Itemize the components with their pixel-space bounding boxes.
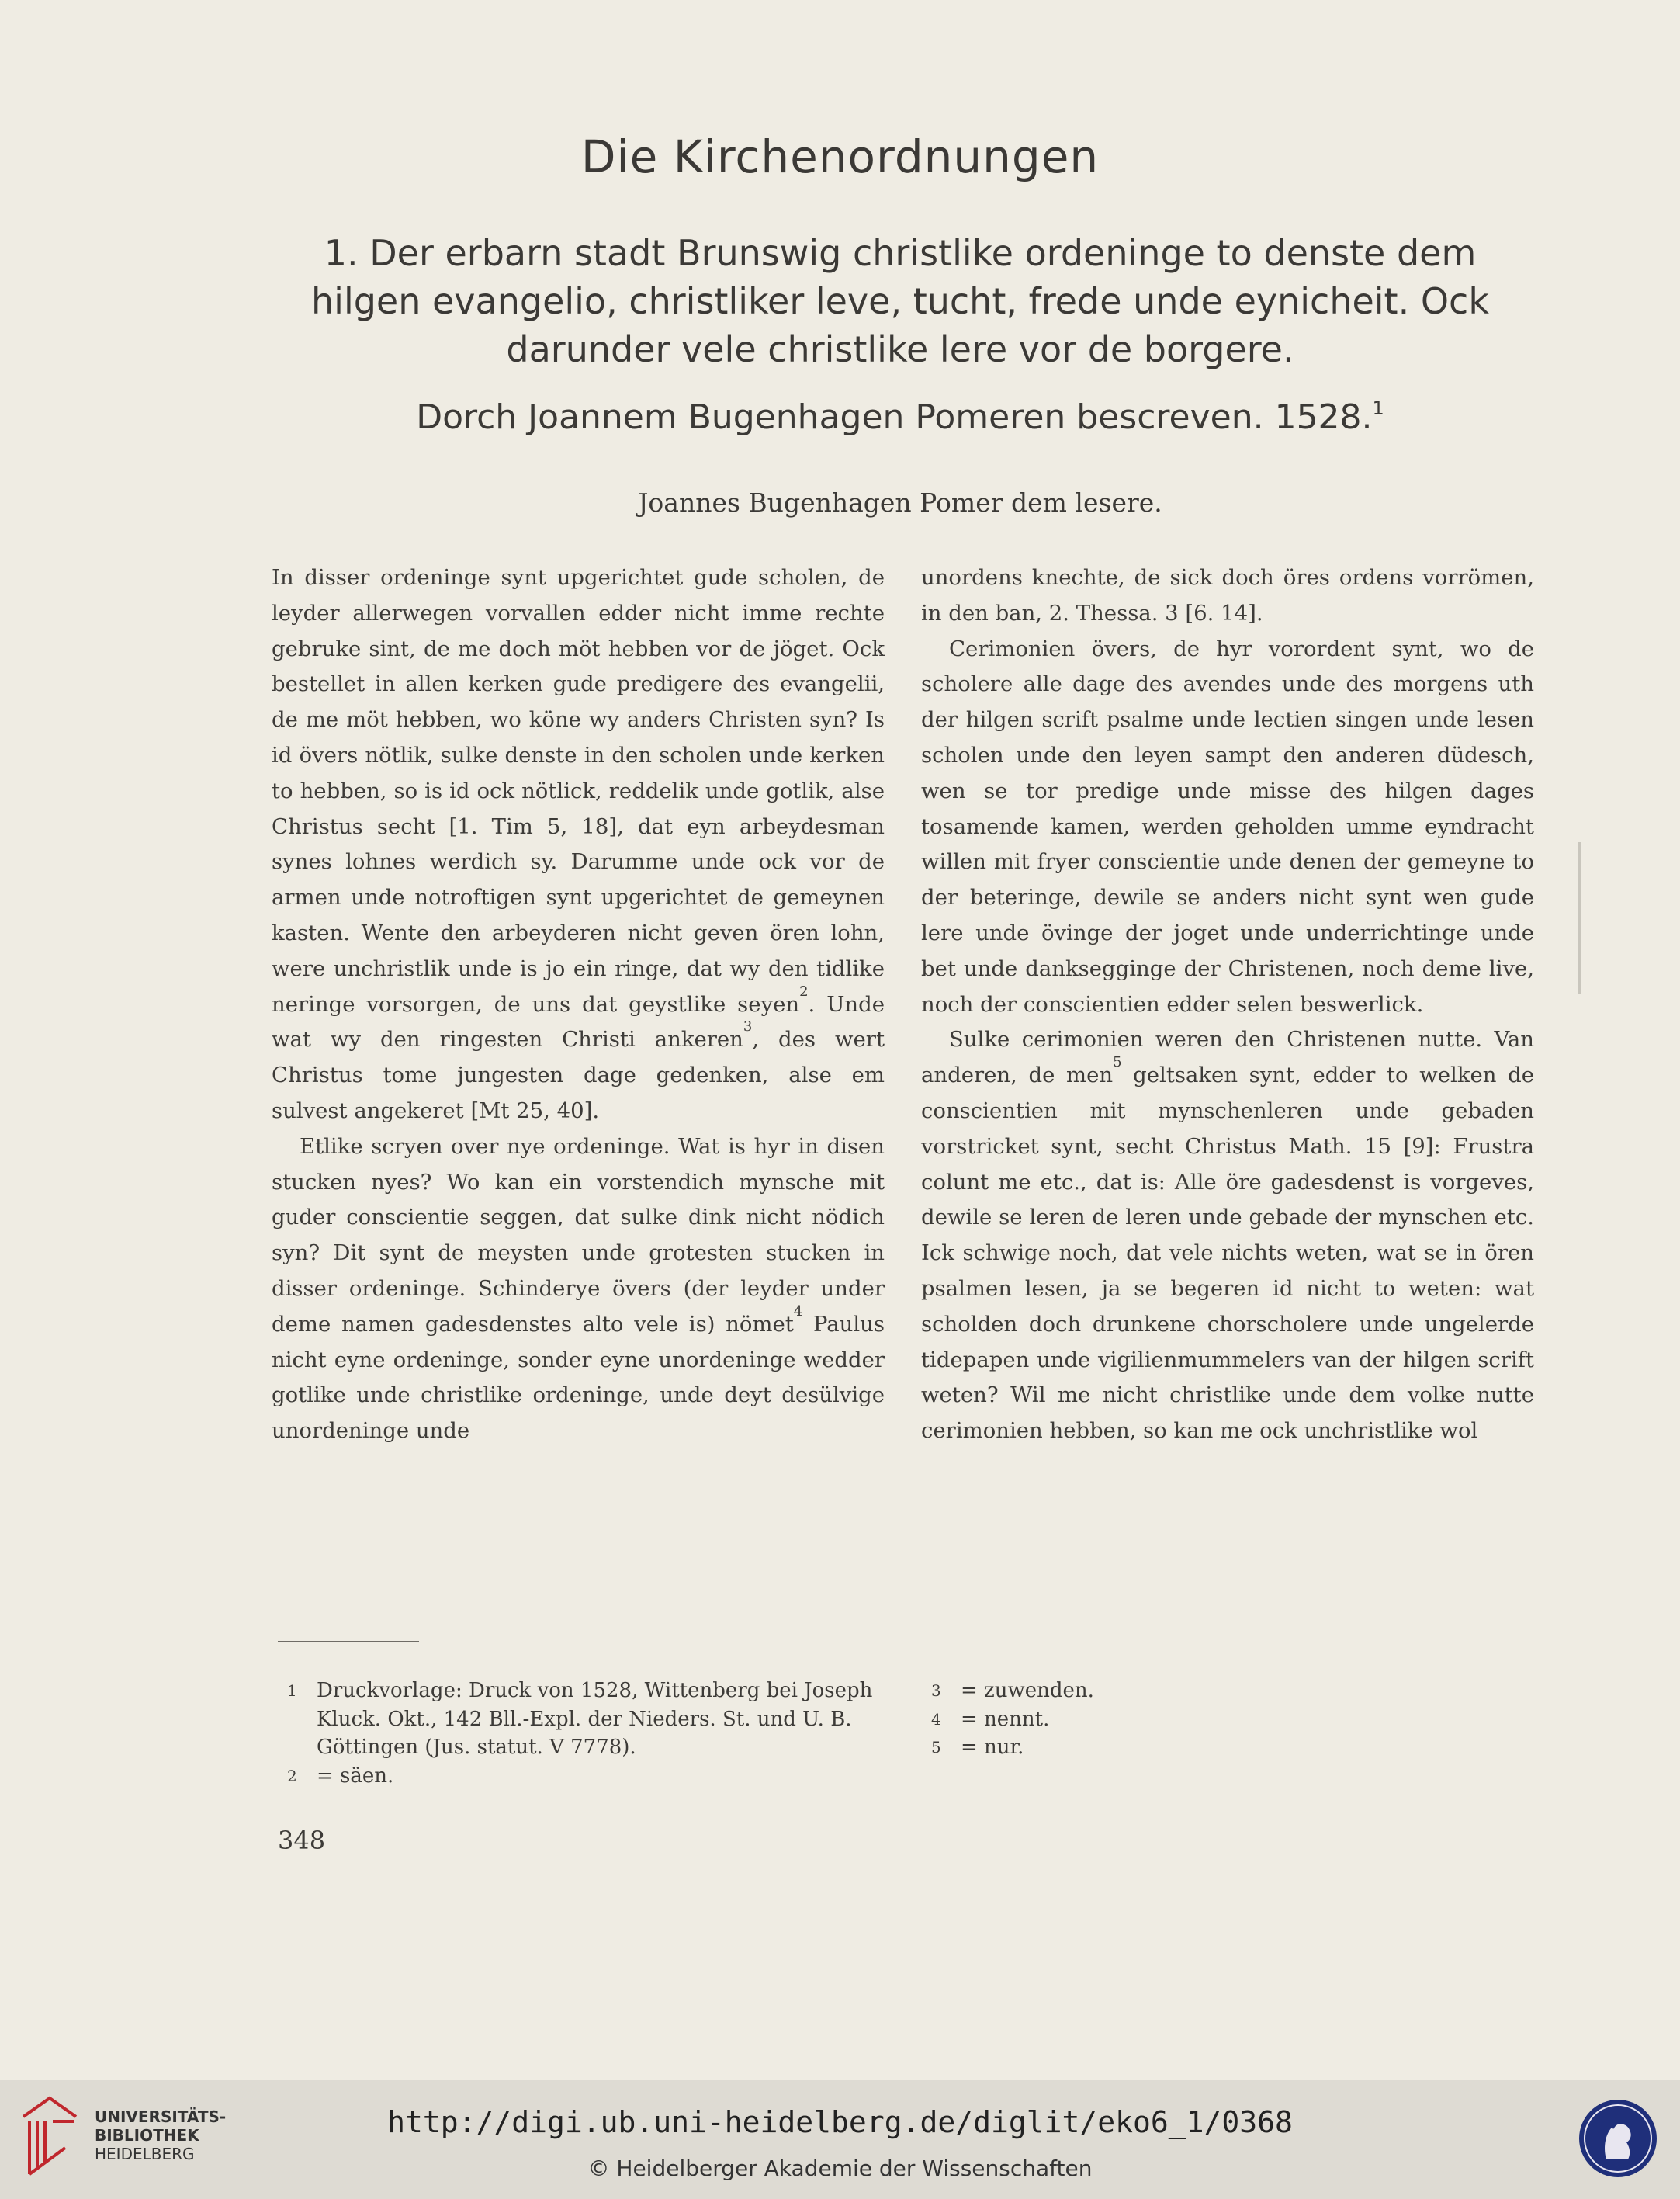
page-title: Die Kirchenordnungen	[580, 130, 1100, 183]
footnote	[931, 1733, 1319, 1762]
paragraph-text: , des wert Christus tome jungesten dage gedenken, alse em sulvest angekeret [Mt 25, 40].	[272, 1027, 885, 1123]
footnotes-right	[931, 1677, 1319, 1762]
paragraph	[272, 1129, 885, 1449]
footnote	[287, 1762, 892, 1791]
footnote-number: 5	[931, 1738, 941, 1757]
footnote	[931, 1705, 1319, 1734]
footnote-text: Druckvorlage: Druck von 1528, Wittenberg bei Joseph Kluck. Okt., 142 Bll.-Expl. der Nieders. St. und U. B. Göttingen (Jus. statut. V 7778).	[317, 1679, 873, 1759]
footnote-number: 3	[931, 1681, 941, 1700]
author-line-text: Dorch Joannem Bugenhagen Pomeren bescreven. 1528.	[416, 397, 1373, 437]
paragraph-text: . Unde wat wy den ringesten Christi ankeren	[272, 991, 885, 1053]
page-number: 348	[278, 1826, 326, 1855]
preface-heading: Joannes Bugenhagen Pomer dem lesere.	[638, 487, 1162, 518]
section-heading: 1. Der erbarn stadt Brunswig christlike ordeninge to denste dem hilgen evangelio, christliker leve, tucht, frede unde eynicheit. Ock darunder vele christlike lere vor de borgere.	[311, 232, 1489, 370]
paragraph	[272, 560, 885, 1129]
paragraph-text: Sulke cerimonien weren den Christenen nutte. Van anderen, de men	[921, 1027, 1534, 1088]
logo-line: BIBLIOTHEK	[95, 2126, 199, 2145]
author-line	[272, 397, 1529, 437]
footnote-number: 4	[931, 1709, 941, 1729]
footnote-ref: 3	[743, 1018, 753, 1035]
margin-mark	[1578, 842, 1581, 994]
footnote-number: 2	[287, 1766, 297, 1785]
paragraph: unordens knechte, de sick doch öres ordens vorrömen, in den ban, 2. Thessa. 3 [6. 14].	[921, 565, 1534, 626]
footnote	[287, 1677, 892, 1762]
footnote	[931, 1677, 1319, 1705]
footnote-text: = zuwenden.	[961, 1679, 1094, 1702]
footnote-ref: 4	[793, 1302, 803, 1320]
paragraph-text: Paulus nicht eyne ordeninge, sonder eyne unordeninge wedder gotlike unde christlike ordeninge, unde deyt desülvige unordeninge unde	[272, 1311, 885, 1444]
footnotes-left	[287, 1677, 892, 1790]
left-column	[272, 560, 885, 1449]
footnote-text: = nennt.	[961, 1707, 1050, 1731]
paragraph-text: In disser ordeninge synt upgerichtet gude scholen, de leyder allerwegen vorvallen edder nicht imme rechte gebruke sint, de me doch möt hebben vor de jöget. Ock bestellet in allen kerken gude predigere des evangelii, de me möt hebben, wo köne wy anders Christen syn? Is id övers nötlik, sulke denste in den scholen unde kerken to hebben, so is id ock nötlick, reddelik unde gotlik, alse Christus secht [1. Tim 5, 18], dat eyn arbeydesman synes lohnes werdich sy. Darumme unde ock vor de armen unde notroftigen synt upgerichtet de gemeynen kasten. Wente den arbeyderen nicht geven ören lohn, were unchristlik unde is jo ein ringe, dat wy den tidlike neringe vorsorgen, de uns dat geystlike seyen	[272, 565, 885, 1017]
paragraph	[921, 1022, 1534, 1449]
right-column	[921, 560, 1534, 1449]
footnote-number: 1	[287, 1681, 297, 1700]
footnote-text: = säen.	[317, 1764, 394, 1788]
viewer-footer	[0, 2080, 1680, 2199]
logo-line: HEIDELBERG	[95, 2145, 195, 2163]
paragraph-text: Etlike scryen over nye ordeninge. Wat is hyr in disen stucken nyes? Wo kan ein vorstendich mynsche mit guder conscientie seggen, dat sulke dink nicht nödich syn? Dit synt de meysten unde grotesten stucken in disser ordeninge. Schinderye övers (der leyder under deme namen gadesdenstes alto vele is) nömet	[272, 1133, 885, 1337]
paragraph: Cerimonien övers, de hyr vorordent synt, wo de scholere alle dage des avendes unde des morgens uth der hilgen scrift psalme unde lectien singen unde lesen scholen unde den leyen sampt den anderen düdesch, wen se tor predige unde misse des hilgen dages tosamende kamen, werden geholden umme eyndracht willen mit fryer conscientie unde denen der gemeyne to der beteringe, dewile se anders nicht synt wen gude lere unde övinge der joget unde underrichtinge unde bet unde danksegginge der Christenen, noch deme live, noch der conscientien edder selen beswerlick.	[921, 636, 1534, 1017]
paragraph-text: geltsaken synt, edder to welken de conscientien mit mynschenleren unde gebaden vorstricket synt, secht Christus Math. 15 [9]: Frustra colunt me etc., dat is: Alle öre gadesdenst is vorgeves, dewile se leren de leren unde gebade der mynschen etc. Ick schwige noch, dat vele nichts weten, wat se in ören psalmen lesen, ja se begeren id nicht to weten: wat scholden doch drunkene chorscholere unde ungelerde tidepapen unde vigilienmummelers van der hilgen scrift weten? Wil me nicht christlike unde dem volke nutte cerimonien hebben, so kan me ock unchristlike wol	[921, 1063, 1534, 1444]
academy-seal-icon	[1575, 2096, 1661, 2181]
footnote-text: = nur.	[961, 1736, 1024, 1759]
copyright-notice: © Heidelberger Akademie der Wissenschaften	[587, 2156, 1093, 2181]
logo-line: UNIVERSITÄTS-	[95, 2107, 227, 2126]
footnote-ref: 5	[1113, 1054, 1122, 1071]
document-url[interactable]: http://digi.ub.uni-heidelberg.de/diglit/eko6_1/0368	[387, 2105, 1293, 2139]
footnote-ref: 1	[1372, 397, 1384, 419]
footnote-divider	[278, 1641, 419, 1642]
footnote-ref: 2	[799, 983, 809, 1000]
